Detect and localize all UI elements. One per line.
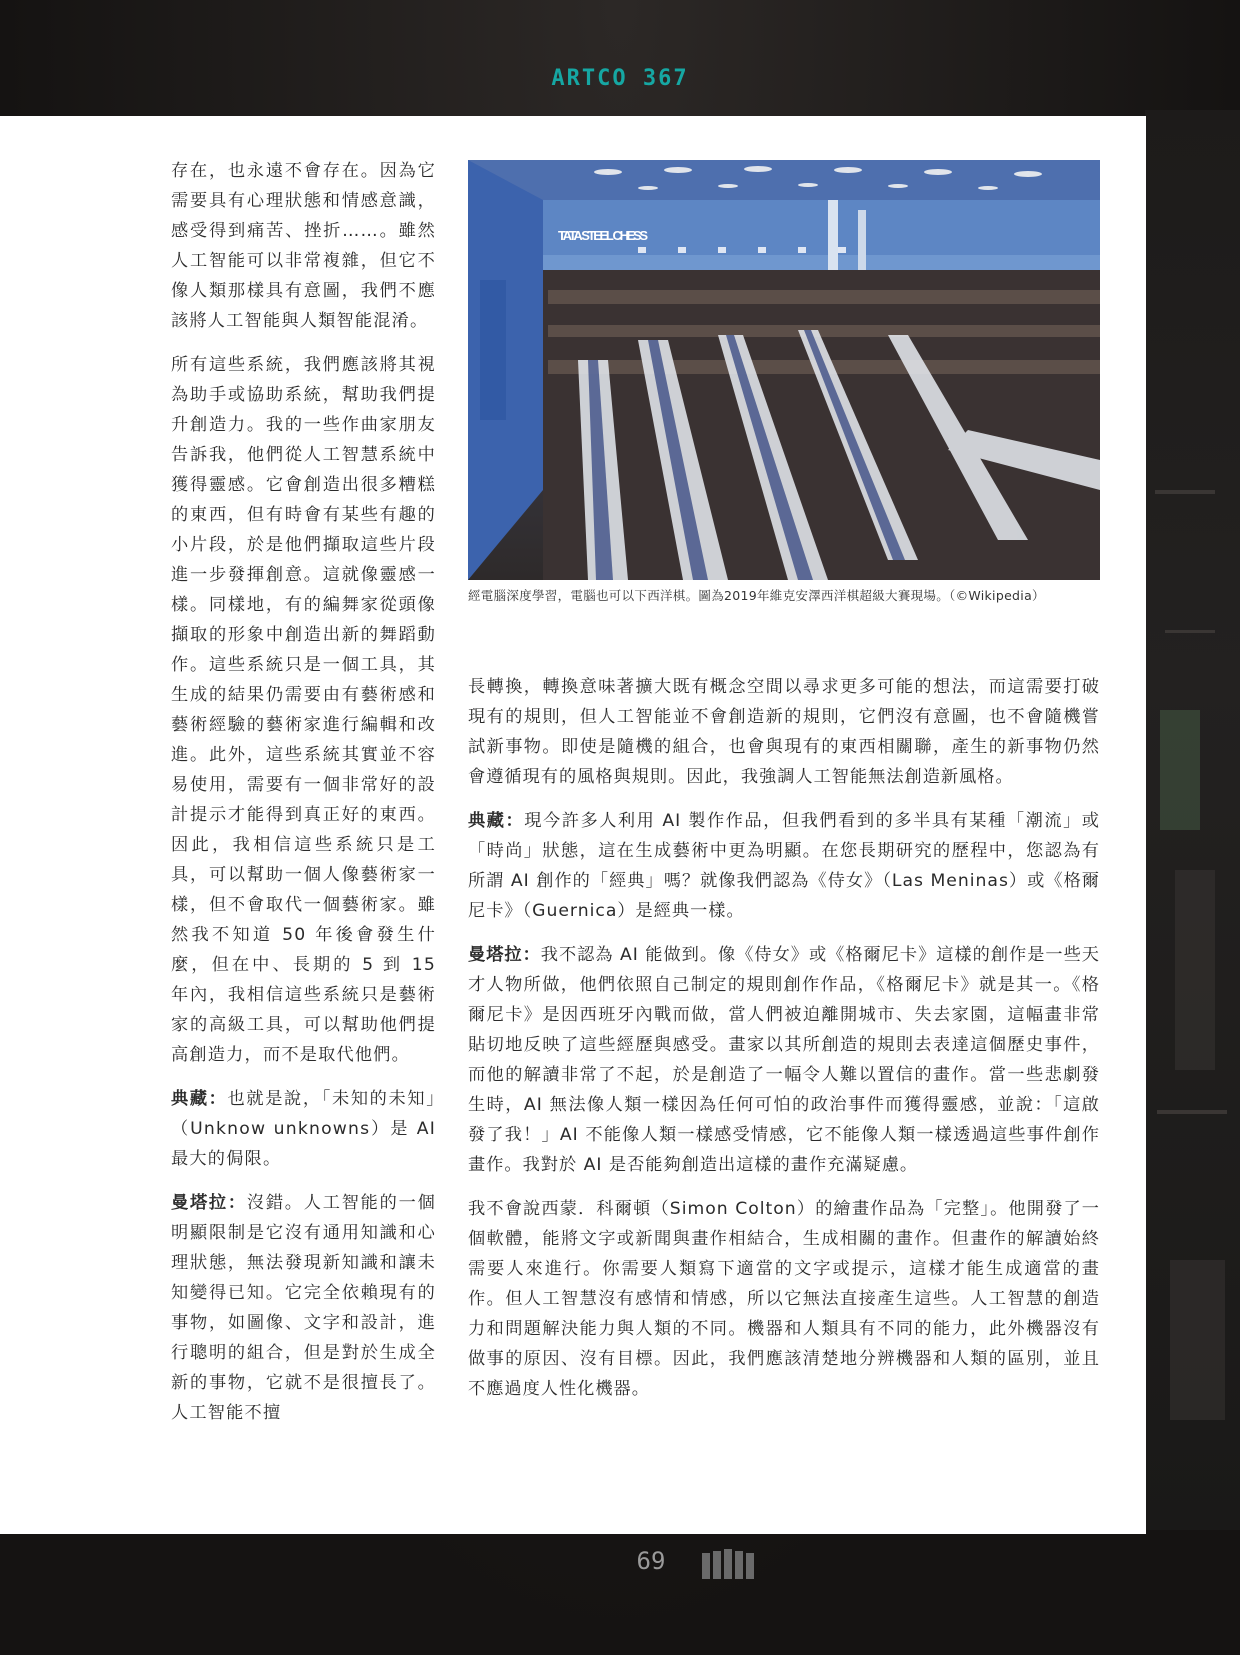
speaker-label: 曼塔拉：	[171, 1193, 247, 1213]
left-text-column	[171, 156, 436, 1442]
right-text-column	[468, 672, 1100, 1418]
decorative-side-panel	[1145, 110, 1240, 1530]
chess-tournament-photo	[468, 160, 1100, 580]
speaker-label: 典藏：	[468, 811, 525, 831]
paragraph: 典藏：也就是說，「未知的未知」（Unknow unknowns）是 AI 最大的侷限。	[171, 1089, 436, 1169]
paragraph: 存在，也永遠不會存在。因為它需要具有心理狀態和情感意識，感受得到痛苦、挫折……。雖然人工智能可以非常複雜，但它不像人類那樣具有意圖，我們不應該將人工智能與人類智能混淆。	[171, 161, 436, 331]
speaker-label: 典藏：	[171, 1089, 228, 1109]
page-number: 69	[636, 1547, 666, 1575]
speaker-label: 曼塔拉：	[468, 945, 541, 965]
paragraph: 長轉換，轉換意味著擴大既有概念空間以尋求更多可能的想法，而這需要打破現有的規則，但人工智能並不會創造新的規則，它們沒有意圖，也不會隨機嘗試新事物。即使是隨機的組合，也會與現有的東西相關聯，產生的新事物仍然會遵循現有的風格與規則。因此，我強調人工智能無法創造新風格。	[468, 677, 1100, 787]
paragraph: 典藏：現今許多人利用 AI 製作作品，但我們看到的多半具有某種「潮流」或「時尚」狀態，這在生成藝術中更為明顯。在您長期研究的歷程中，您認為有所謂 AI 創作的「經典」嗎？就像我們認為《侍女》（Las Meninas）或《格爾尼卡》（Guernica）是經典一樣。	[468, 811, 1100, 921]
decorative-barcode-graphic	[702, 1545, 762, 1581]
paragraph: 所有這些系統，我們應該將其視為助手或協助系統，幫助我們提升創造力。我的一些作曲家朋友告訴我，他們從人工智慧系統中獲得靈感。它會創造出很多糟糕的東西，但有時會有某些有趣的小片段，於是他們擷取這些片段進一步發揮創意。這就像靈感一樣。同樣地，有的編舞家從頭像擷取的形象中創造出新的舞蹈動作。這些系統只是一個工具，其生成的結果仍需要由有藝術感和藝術經驗的藝術家進行編輯和改進。此外，這些系統其實並不容易使用，需要有一個非常好的設計提示才能得到真正好的東西。因此，我相信這些系統只是工具，可以幫助一個人像藝術家一樣，但不會取代一個藝術家。雖然我不知道 50 年後會發生什麼，但在中、長期的 5 到 15 年內，我相信這些系統只是藝術家的高級工具，可以幫助他們提高創造力，而不是取代他們。	[171, 355, 436, 1065]
photo-caption: 經電腦深度學習，電腦也可以下西洋棋。圖為2019年維克安澤西洋棋超級大賽現場。（©Wikipedia）	[468, 588, 1045, 603]
magazine-issue-header: ARTCO 367	[551, 66, 689, 91]
banner-text: TATA STEEL CHESS	[558, 228, 648, 243]
paragraph: 我不會說西蒙．科爾頓（Simon Colton）的繪畫作品為「完整」。他開發了一個軟體，能將文字或新聞與畫作相結合，生成相關的畫作。但畫作的解讀始終需要人來進行。你需要人類寫下適當的文字或提示，這樣才能生成適當的畫作。但人工智慧沒有感情和情感，所以它無法直接產生這些。人工智慧的創造力和問題解決能力與人類的不同。機器和人類具有不同的能力，此外機器沒有做事的原因、沒有目標。因此，我們應該清楚地分辨機器和人類的區別，並且不應過度人性化機器。	[468, 1199, 1100, 1399]
paragraph: 曼塔拉：我不認為 AI 能做到。像《侍女》或《格爾尼卡》這樣的創作是一些天才人物所做，他們依照自己制定的規則創作作品，《格爾尼卡》就是其一。《格爾尼卡》是因西班牙內戰而做，當人們被迫離開城市、失去家園，這幅畫非常貼切地反映了這些經歷與感受。畫家以其所創造的規則去表達這個歷史事件，而他的解讀非常了不起，於是創造了一幅令人難以置信的畫作。當一些悲劇發生時，AI 無法像人類一樣因為任何可怕的政治事件而獲得靈感，並說：「這啟發了我！」AI 不能像人類一樣感受情感，它不能像人類一樣透過這些事件創作畫作。我對於 AI 是否能夠創造出這樣的畫作充滿疑慮。	[468, 945, 1100, 1175]
paragraph: 曼塔拉：沒錯。人工智能的一個明顯限制是它沒有通用知識和心理狀態，無法發現新知識和讓未知變得已知。它完全依賴現有的事物，如圖像、文字和設計，進行聰明的組合，但是對於生成全新的事物，它就不是很擅長了。人工智能不擅	[171, 1193, 436, 1423]
